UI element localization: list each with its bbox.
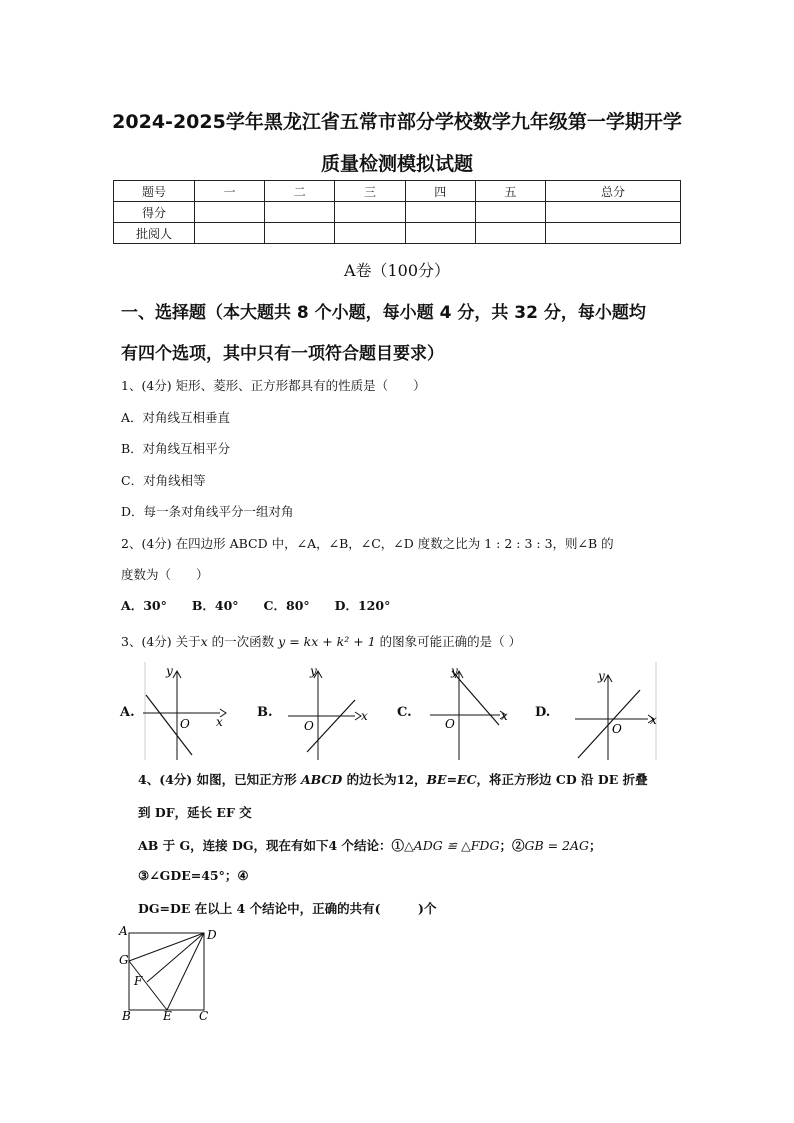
q3-option-label-b: B. — [257, 705, 273, 720]
q3-graph-b — [285, 662, 370, 760]
score-table-row — [114, 202, 681, 223]
score-cell: 三 — [335, 181, 405, 202]
q4-line1-mid: 的边长为12， — [342, 772, 427, 787]
x-axis-label: x — [216, 715, 223, 729]
point-label-d: D — [207, 928, 217, 942]
exam-title-line1: 2024-2025学年黑龙江省五常市部分学校数学九年级第一学期开学 — [112, 111, 682, 133]
score-cell — [265, 202, 335, 223]
origin-label: O — [445, 717, 455, 731]
score-cell: 题号 — [114, 181, 195, 202]
origin-label: O — [304, 719, 314, 733]
q1-option-c: C．对角线相等 — [121, 473, 206, 488]
score-cell: 五 — [475, 181, 545, 202]
y-axis-label: y — [310, 664, 317, 678]
q4-line3-end: ； — [589, 838, 602, 853]
q4-square-figure — [115, 924, 225, 1024]
q3-stem — [121, 632, 521, 650]
score-cell — [405, 202, 475, 223]
q4-line1-prefix: 4、(4分) 如图，已知正方形 — [138, 772, 301, 787]
point-label-b: B — [122, 1009, 131, 1023]
q3-stem-var: x — [200, 634, 208, 649]
q4-line1-rest: ，将正方形边 CD 沿 DE 折叠 — [476, 772, 648, 787]
q4-line5: DG=DE 在以上 4 个结论中，正确的共有( )个 — [138, 901, 437, 916]
q4-line3-prefix: AB 于 G，连接 DG，现在有如下4 个结论：① — [138, 838, 405, 853]
q1-option-a: A．对角线互相垂直 — [121, 410, 231, 425]
score-cell: 批阅人 — [114, 223, 195, 244]
q3-graph-c — [425, 662, 515, 760]
square-abcd — [129, 933, 204, 1010]
q2-stem-line1: 2、(4分) 在四边形 ABCD 中，∠A，∠B，∠C，∠D 度数之比为 1 : 2 : 3 : 3，则∠B 的 — [121, 536, 614, 551]
exam-title-line2: 质量检测模拟试题 — [320, 153, 473, 175]
x-axis-label: x — [501, 709, 508, 723]
q3-graph-d — [570, 662, 660, 762]
section-heading-line1: 一、选择题（本大题共 8 个小题，每小题 4 分，共 32 分，每小题均 — [121, 303, 646, 323]
q4-line4: ③∠GDE=45°；④ — [138, 868, 249, 883]
segment-df — [147, 933, 204, 982]
point-label-e: E — [163, 1009, 172, 1023]
score-cell: 四 — [405, 181, 475, 202]
score-table-row — [114, 223, 681, 244]
score-cell: 总分 — [546, 181, 681, 202]
q3-stem-suffix: 的图象可能正确的是（ ） — [375, 634, 522, 649]
q1-stem: 1、(4分) 矩形、菱形、正方形都具有的性质是（ ） — [121, 378, 426, 393]
point-label-f: F — [134, 974, 143, 988]
point-label-a: A — [119, 924, 128, 938]
score-cell — [195, 223, 265, 244]
q3-stem-prefix: 3、(4分) 关于 — [121, 634, 201, 649]
y-axis-label: y — [166, 664, 173, 678]
y-axis-label: y — [598, 669, 605, 683]
q3-graph-a — [140, 662, 230, 760]
score-cell — [475, 223, 545, 244]
y-axis-label: y — [451, 664, 458, 678]
q1-option-d: D．每一条对角线平分一组对角 — [121, 504, 294, 519]
score-cell — [546, 202, 681, 223]
q1-option-b: B．对角线互相平分 — [121, 441, 231, 456]
q4-conclusion-2: GB = 2AG — [524, 838, 590, 853]
q4-line3-sep: ；② — [499, 838, 525, 853]
origin-label: O — [180, 717, 190, 731]
q3-option-label-a: A. — [120, 705, 135, 720]
section-heading-line2: 有四个选项，其中只有一项符合题目要求） — [121, 344, 444, 364]
q3-stem-mid: 的一次函数 — [207, 634, 279, 649]
q4-line2: 到 DF，延长 EF 交 — [138, 805, 252, 820]
q4-line1 — [138, 770, 648, 788]
x-axis-label: x — [361, 709, 368, 723]
score-cell — [195, 202, 265, 223]
origin-label: O — [612, 722, 622, 736]
q3-option-label-c: C. — [397, 705, 412, 720]
q4-line3 — [138, 836, 602, 854]
x-axis-label: x — [650, 713, 657, 727]
q3-formula: y = kx + k² + 1 — [278, 634, 376, 649]
function-line — [307, 700, 355, 752]
q4-conclusion-1: △ADG ≌ △FDG — [404, 838, 500, 853]
score-cell — [546, 223, 681, 244]
score-cell: 二 — [265, 181, 335, 202]
score-cell — [265, 223, 335, 244]
score-cell: 得分 — [114, 202, 195, 223]
volume-label: A卷（100分） — [343, 261, 451, 280]
score-cell — [335, 223, 405, 244]
point-label-c: C — [199, 1009, 209, 1023]
score-table — [113, 180, 681, 244]
q2-stem-line2: 度数为（ ） — [121, 567, 209, 582]
q3-option-label-d: D. — [535, 705, 551, 720]
score-cell: 一 — [195, 181, 265, 202]
function-line — [578, 690, 640, 758]
point-label-g: G — [119, 953, 129, 967]
score-cell — [475, 202, 545, 223]
score-cell — [405, 223, 475, 244]
score-table-header-row — [114, 181, 681, 202]
q4-abcd: ABCD — [300, 772, 343, 787]
score-cell — [335, 202, 405, 223]
q2-options: A．30° B．40° C．80° D．120° — [121, 598, 391, 613]
q4-be-ec: BE=EC — [426, 772, 477, 787]
